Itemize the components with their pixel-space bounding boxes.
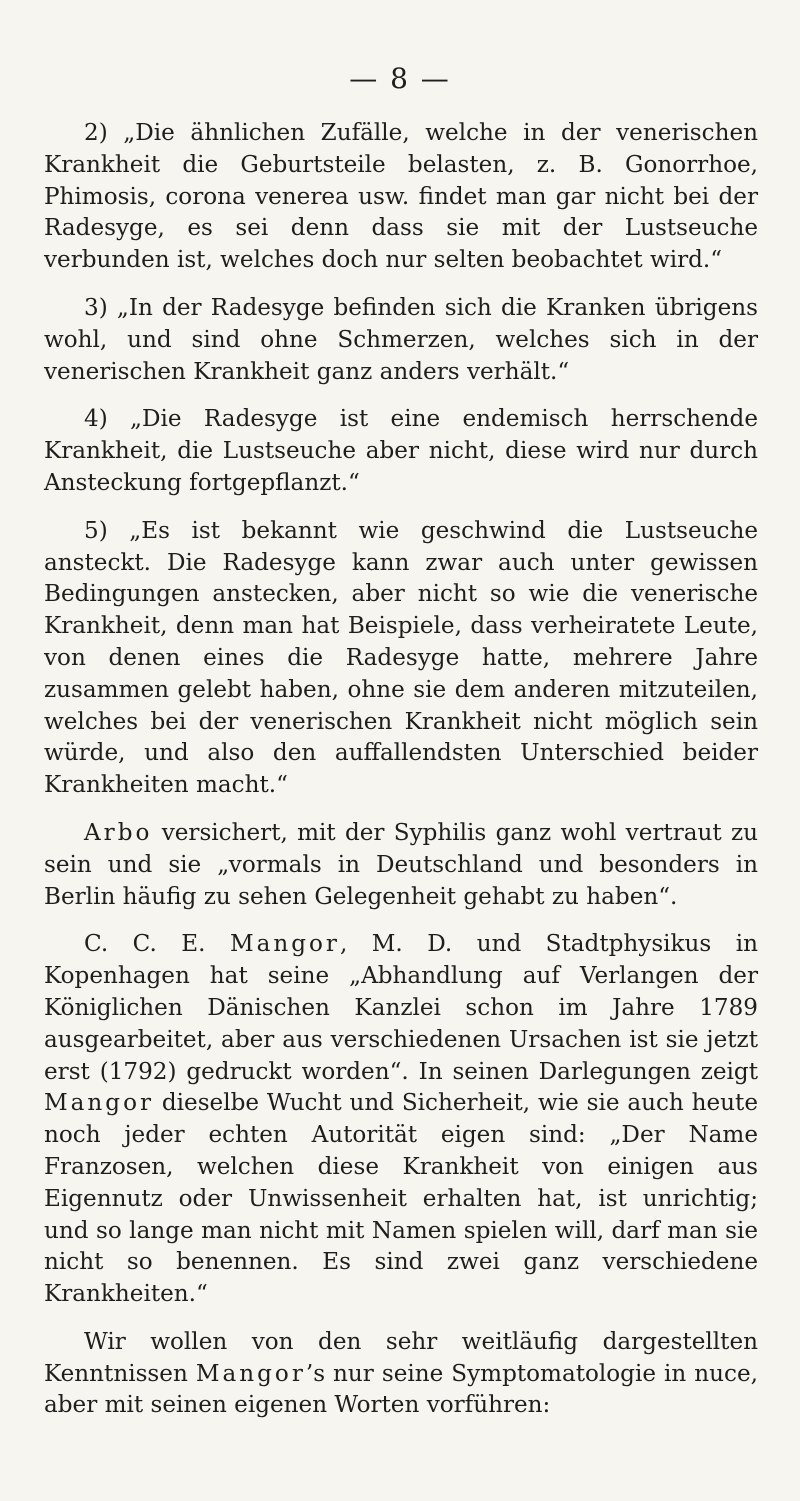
paragraph-text: ’s nur seine Symptomatologie in nuce, aber mit seinen eigenen Worten vorführen:: [44, 1360, 758, 1419]
paragraph-3: [44, 293, 758, 388]
paragraph-text: versichert, mit der Syphilis ganz wohl vertraut zu sein und sie „vormals in Deutschland und besonders in Berlin häufig zu sehen Gelegenheit gehabt zu haben“.: [44, 819, 758, 910]
paragraph-mangor: [44, 929, 758, 1311]
paragraph-text: 4) „Die Radesyge ist eine endemisch herrschende Krankheit, die Lustseuche aber nicht, diese wird nur durch Ansteckung fortgepflanzt.“: [44, 406, 758, 496]
page-number: — 8 —: [349, 62, 451, 95]
spaced-name-arbo: Arbo: [84, 819, 153, 846]
paragraph-text: 5) „Es ist bekannt wie geschwind die Lustseuche ansteckt. Die Radesyge kann zwar auch unter gewissen Bedingungen anstecken, aber nicht so wie die venerische Krankheit, denn man hat Beispiele, dass verheiratete Leute, von denen eines die Radesyge hatte, mehrere Jahre zusammen gelebt haben, ohne sie dem anderen mitzuteilen, welches bei der venerischen Krankheit nicht möglich sein würde, und also den auffallendsten Unterschied beider Krankheiten macht.“: [44, 517, 758, 799]
paragraph-lead: C. C. E.: [84, 931, 230, 958]
spaced-name-mangor-2: Mangor: [44, 1090, 155, 1117]
paragraph-symptomatology: [44, 1327, 758, 1422]
paragraph-lead: Wir wollen von den sehr weitläufig dargestellten Kenntnissen: [44, 1328, 758, 1387]
paragraph-5: [44, 516, 758, 802]
spaced-name-mangor-3: Mangor: [195, 1360, 306, 1387]
paragraph-arbo: [44, 818, 758, 913]
spaced-name-mangor: Mangor: [229, 931, 340, 958]
paragraph-2: [44, 118, 758, 277]
paragraph-text: , M. D. und Stadtphysikus in Kopenhagen hat seine „Abhandlung auf Verlangen der Königlichen Dänischen Kanzlei schon im Jahre 1789 ausgearbeitet, aber aus verschiedenen Ursachen ist sie jetzt erst (1792) gedruckt worden“. In seinen Darlegungen zeigt: [44, 931, 758, 1085]
body-text: [44, 118, 758, 1438]
paragraph-text: 2) „Die ähnlichen Zufälle, welche in der venerischen Krankheit die Geburtsteile belasten, z. B. Gonorrhoe, Phimosis, corona venerea usw. findet man gar nicht bei der Radesyge, es sei denn dass sie mit der Lustseuche verbunden ist, welches doch nur selten beobachtet wird.“: [44, 120, 758, 274]
paragraph-text-2: dieselbe Wucht und Sicherheit, wie sie auch heute noch jeder echten Autorität eigen sind: „Der Name Franzosen, welchen diese Krankheit von einigen aus Eigennutz oder Unwissenheit erhalten hat, ist unrichtig; und so lange man nicht mit Namen spielen will, darf man sie nicht so benennen. Es sind zwei ganz verschiedene Krankheiten.“: [44, 1090, 758, 1308]
paragraph-text: 3) „In der Radesyge befinden sich die Kranken übrigens wohl, und sind ohne Schmerzen, welches sich in der venerischen Krankheit ganz anders verhält.“: [44, 294, 758, 385]
paragraph-4: [44, 404, 758, 499]
